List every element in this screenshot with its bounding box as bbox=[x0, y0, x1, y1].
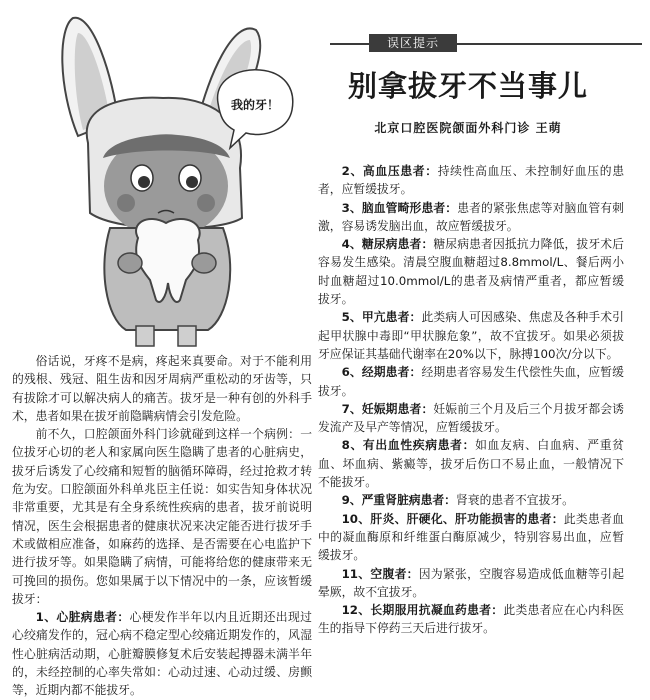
item-heading: 7、妊娠期患者： bbox=[341, 401, 434, 416]
list-item bbox=[318, 601, 624, 638]
list-item bbox=[318, 565, 624, 602]
article-title: 别拿拔牙不当事儿 bbox=[347, 69, 588, 103]
item-heading: 9、严重肾脏病患者： bbox=[341, 493, 456, 508]
item-body: 此类患者应在心内科医生的指导下停药三天后进行拔牙。 bbox=[318, 603, 624, 636]
item-body: 如血友病、白血病、严重贫血、坏血病、紫癜等，拔牙后伤口不易止血，一般情况下不能拔牙。 bbox=[318, 438, 624, 490]
item-heading: 10、肝炎、肝硬化、肝功能损害的患者： bbox=[341, 511, 564, 526]
list-item bbox=[318, 510, 624, 565]
case-paragraph: 前不久，口腔颌面外科门诊就碰到这样一个病例：一位拔牙心切的老人和家属向医生隐瞒了患者的心脏病史，拔牙后诱发了心绞痛和短暂的脑循环障碍，经过抢救才转危为安。口腔颌面外科单兆臣主任说：如实告知身体状况非常重要，尤其是有全身系统性疾病的患者，拔牙前说明情况，医生会根据患者的健康状况来决定能否进行拔牙手术或做相应准备，如麻药的选择、是否需要在心电监护下进行拔牙等。如果隐瞒了病情，可能将给您的健康带来无可挽回的损伤。您如果属于以下情况中的一条，应该暂缓拔牙： bbox=[12, 427, 312, 606]
item-body: 经期患者容易发生代偿性失血，应暂缓拔牙。 bbox=[318, 365, 624, 398]
item-body: 妊娠前三个月及后三个月拔牙都会诱发流产及早产等情况，应暂缓拔牙。 bbox=[318, 401, 624, 435]
item-body: 因为紧张，空腹容易造成低血糖等引起晕厥，故不宜拔牙。 bbox=[318, 566, 624, 599]
list-item bbox=[12, 608, 312, 699]
item-heading: 2、高血压患者： bbox=[341, 164, 438, 178]
item-body: 肾衰的患者不宜拔牙。 bbox=[455, 493, 574, 508]
item-heading: 11、空腹者： bbox=[341, 566, 419, 581]
list-item bbox=[318, 436, 624, 491]
item-body: 心梗发作半年以内且近期还出现过心绞痛发作的，冠心病不稳定型心绞痛近期发作的，风湿性心脏病活动期，心脏瓣膜修复术后安装起搏器未满半年的，未经控制的心率失常如：心动过速、心动过缓、房颤等，近期内都不能拔牙。 bbox=[12, 610, 312, 698]
item-body: 糖尿病患者因抵抗力降低，拔牙术后容易发生感染。清晨空腹血糖超过8.8mmol/L、餐后两小时血糖超过10.0mmol/L的患者及病情严重者，都应暂缓拔牙。 bbox=[318, 237, 624, 307]
left-column bbox=[12, 352, 312, 700]
item-body: 患者的紧张焦虑等对脑血管有刺激，容易诱发脑出血，故应暂缓拔牙。 bbox=[318, 200, 624, 233]
intro-paragraph: 俗话说，牙疼不是病，疼起来真要命。对于不能利用的残根、残冠、阻生齿和因牙周病严重松动的牙齿等，只有拔除才可以解决病人的痛苦。拔牙是一种有创的外科手术，患者如果在拔牙前隐瞒病情会引发危险。 bbox=[12, 354, 312, 423]
article-byline: 北京口腔医院颌面外科门诊 王萌 bbox=[374, 121, 562, 135]
list-item bbox=[318, 162, 624, 199]
right-column bbox=[318, 162, 624, 638]
bunny-girl-illustration bbox=[18, 8, 318, 348]
item-body: 持续性高血压、未控制好血压的患者，应暂缓拔牙。 bbox=[318, 164, 624, 197]
item-heading: 12、长期服用抗凝血药患者： bbox=[341, 603, 504, 618]
list-item bbox=[318, 199, 624, 236]
item-heading: 5、甲亢患者： bbox=[341, 310, 422, 325]
speech-bubble-text: 我的牙！ bbox=[230, 98, 280, 112]
item-body: 此类病人可因感染、焦虑及各种手术引起甲状腺中毒即“甲状腺危象”，故不宜拔牙。如果必须拔牙应保证其基础代谢率在20%以下，脉搏100次/分以下。 bbox=[318, 310, 624, 361]
item-heading: 6、经期患者： bbox=[341, 365, 422, 380]
section-tag: 误区提示 bbox=[369, 34, 457, 52]
list-item bbox=[318, 400, 624, 437]
list-item bbox=[318, 363, 624, 400]
item-body: 此类患者血中的凝血酶原和纤维蛋白酶原减少，特别容易出血，应暂缓拔牙。 bbox=[318, 511, 624, 563]
item-heading: 8、有出血性疾病患者： bbox=[341, 438, 476, 453]
item-heading: 1、心脏病患者： bbox=[35, 610, 130, 625]
item-heading: 4、糖尿病患者： bbox=[341, 237, 434, 252]
item-heading: 3、脑血管畸形患者： bbox=[341, 200, 458, 215]
list-item bbox=[318, 491, 624, 509]
list-item bbox=[318, 235, 624, 308]
list-item bbox=[318, 308, 624, 363]
